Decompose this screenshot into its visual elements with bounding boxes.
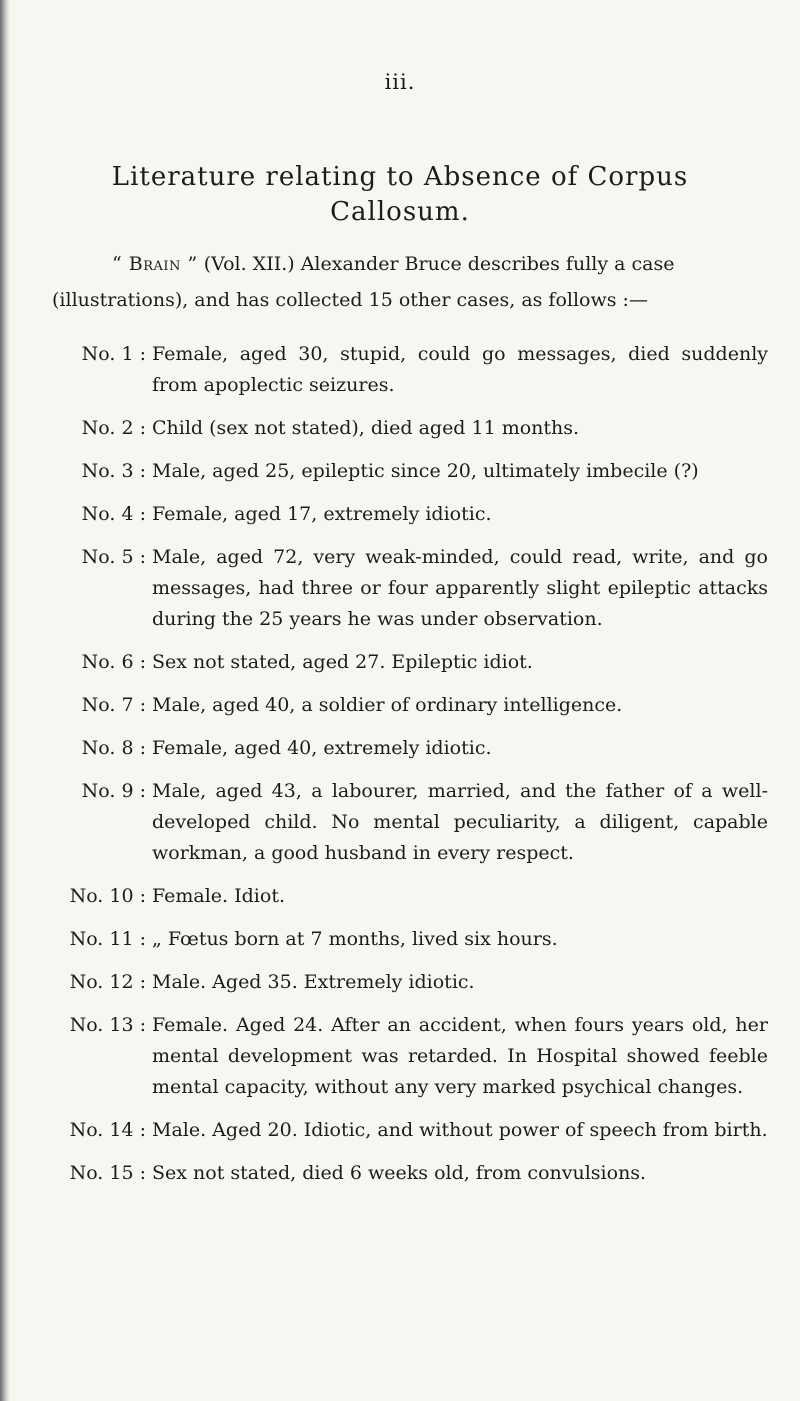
case-number: No. 1 :	[81, 343, 146, 365]
case-item	[52, 499, 768, 530]
case-number: No. 2 :	[81, 417, 146, 439]
case-item	[52, 456, 768, 487]
case-number: No. 15 :	[69, 1162, 146, 1184]
case-item	[52, 542, 768, 635]
page-number: iii.	[384, 70, 416, 94]
case-item	[52, 776, 768, 869]
case-item	[52, 967, 768, 998]
page-title-continued: Callosum.	[330, 197, 470, 227]
case-number: No. 6 :	[81, 651, 146, 673]
source-journal: “ Brain ”	[112, 253, 198, 275]
case-number: No. 11 :	[69, 928, 146, 950]
case-number: No. 12 :	[69, 971, 146, 993]
case-item	[52, 1115, 768, 1146]
case-item	[52, 413, 768, 444]
case-description: Male, aged 43, a labourer, married, and the father of a well-developed child. No mental peculiarity, a diligent, capable workman, a good husband in every respect.	[152, 780, 768, 864]
case-description: Male. Aged 35. Extremely idiotic.	[152, 971, 475, 993]
case-item	[52, 924, 768, 955]
case-number: No. 4 :	[81, 503, 146, 525]
case-description: Female, aged 40, extremely idiotic.	[152, 737, 492, 759]
case-number: No. 13 :	[69, 1014, 146, 1036]
intro-paragraph	[52, 246, 768, 318]
case-item	[52, 1158, 768, 1189]
page-title: Literature relating to Absence of Corpus	[111, 162, 689, 192]
case-number: No. 3 :	[81, 460, 146, 482]
case-item	[52, 733, 768, 764]
case-number: No. 10 :	[69, 885, 146, 907]
case-description: Male, aged 25, epileptic since 20, ultimately imbecile (?)	[152, 460, 699, 482]
case-item	[52, 647, 768, 678]
case-item	[52, 339, 768, 401]
case-number: No. 5 :	[81, 546, 146, 568]
case-number: No. 14 :	[69, 1119, 146, 1141]
case-description: „ Fœtus born at 7 months, lived six hours.	[152, 928, 558, 950]
case-description: Female. Aged 24. After an accident, when fours years old, her mental development was retarded. In Hospital showed feeble mental capacity, without any very marked psychical changes.	[152, 1014, 768, 1098]
case-description: Male. Aged 20. Idiotic, and without power of speech from birth.	[152, 1119, 768, 1141]
case-description: Sex not stated, aged 27. Epileptic idiot.	[152, 651, 533, 673]
case-description: Male, aged 72, very weak-minded, could read, write, and go messages, had three or four apparently slight epileptic attacks during the 25 years he was under observation.	[152, 546, 768, 630]
case-number: No. 7 :	[81, 694, 146, 716]
case-description: Female, aged 17, extremely idiotic.	[152, 503, 492, 525]
case-description: Child (sex not stated), died aged 11 months.	[152, 417, 580, 439]
case-description: Sex not stated, died 6 weeks old, from convulsions.	[152, 1162, 647, 1184]
case-description: Female, aged 30, stupid, could go messages, died suddenly from apoplectic seizures.	[152, 343, 768, 396]
case-description: Female. Idiot.	[152, 885, 285, 907]
case-number: No. 9 :	[81, 780, 146, 802]
case-item	[52, 1010, 768, 1103]
intro-text: (Vol. XII.) Alexander Bruce describes fully a case (illustrations), and has collected 15 other cases, as follows :—	[52, 253, 675, 311]
case-item	[52, 881, 768, 912]
case-item	[52, 690, 768, 721]
case-number: No. 8 :	[81, 737, 146, 759]
case-description: Male, aged 40, a soldier of ordinary intelligence.	[152, 694, 623, 716]
case-list	[52, 339, 768, 1201]
